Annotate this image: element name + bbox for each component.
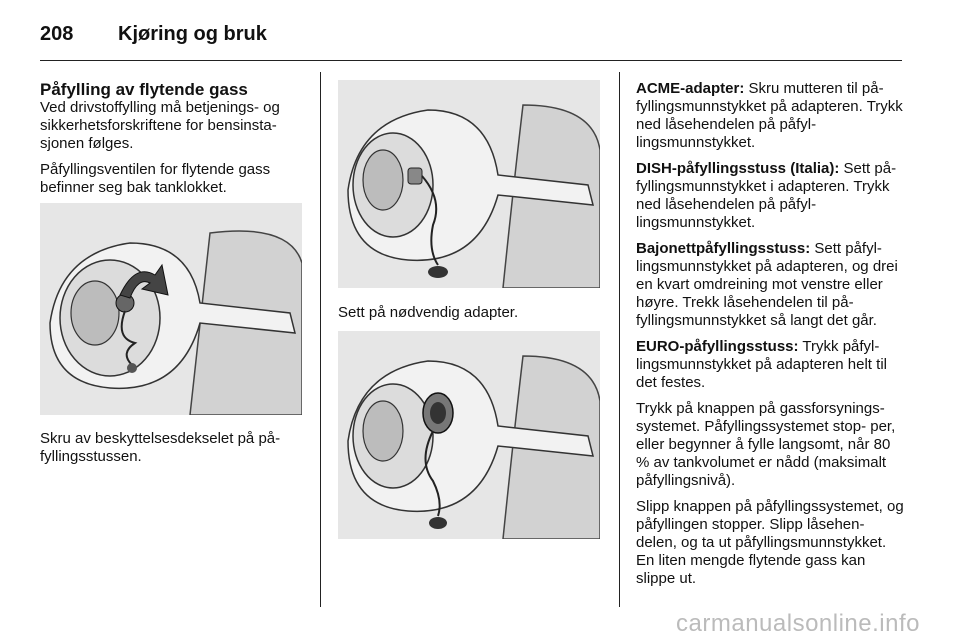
paragraph-press-button: Trykk på knappen på gassforsynings- systemet. Påfyllingssystemet stop- per, eller begynner å fylle langsomt, når 80 % av tankvolumet er nådd (maksimalt påfyllingsnivå). <box>636 400 896 489</box>
paragraph-release-button: Slipp knappen på påfyllingssystemet, og påfyllingen stopper. Slipp låsehen- delen, og ta ut påfyllingsmunnstykket. En liten mengde flytende gass kan slippe ut. <box>636 498 904 587</box>
column-divider-1 <box>320 72 321 607</box>
watermark: carmanualsonline.info <box>676 610 920 637</box>
paragraph-acme <box>636 80 906 152</box>
column-1 <box>40 80 305 205</box>
chapter-title: Kjøring og bruk <box>118 22 267 45</box>
figure-nozzle <box>338 331 600 539</box>
paragraph-valve-location: Påfyllingsventilen for flytende gass befinner seg bak tanklokket. <box>40 161 271 196</box>
figure-adapter <box>338 80 600 288</box>
section-heading: Påfylling av flytende gass <box>40 80 248 99</box>
paragraph-safety: Ved drivstoffylling må betjenings- og sikkerhetsforskriftene for bensinsta- sjonen følges. <box>40 99 280 152</box>
text-euro: Trykk påfyl- lingsmunnstykket på adapteren helt til det festes. <box>636 338 887 391</box>
term-bajonett: Bajonettpåfyllingsstuss: <box>636 240 811 257</box>
page-number: 208 <box>40 22 74 45</box>
header-rule <box>40 60 902 61</box>
paragraph-dish <box>636 160 906 232</box>
text-bajonett: Sett påfyl- lingsmunnstykket på adapteren, og drei en kvart omdreining mot venstre eller høyre. Trekk låsehendelen til på- fyllingsmunnstykket så langt det går. <box>636 240 898 329</box>
column-3 <box>636 80 906 596</box>
term-euro: EURO-påfyllingsstuss: <box>636 338 799 355</box>
paragraph-euro <box>636 338 906 392</box>
figure-remove-cap <box>40 203 302 415</box>
caption-remove-cap: Skru av beskyttelsesdekselet på på- fyllingsstussen. <box>40 430 281 465</box>
text-dish: Sett på- fyllingsmunnstykket i adapteren. Trykk ned låsehendelen på påfyl- lingsmunnstykket. <box>636 160 897 231</box>
term-dish: DISH-påfyllingsstuss (Italia): <box>636 160 840 177</box>
caption-adapter: Sett på nødvendig adapter. <box>338 304 519 321</box>
paragraph-bajonett <box>636 240 906 330</box>
term-acme: ACME-adapter: <box>636 80 745 97</box>
text-acme: Skru mutteren til på- fyllingsmunnstykket på adapteren. Trykk ned låsehendelen på påfyl- lingsmunnstykket. <box>636 80 903 151</box>
column-divider-2 <box>619 72 620 607</box>
page-header <box>40 14 267 54</box>
